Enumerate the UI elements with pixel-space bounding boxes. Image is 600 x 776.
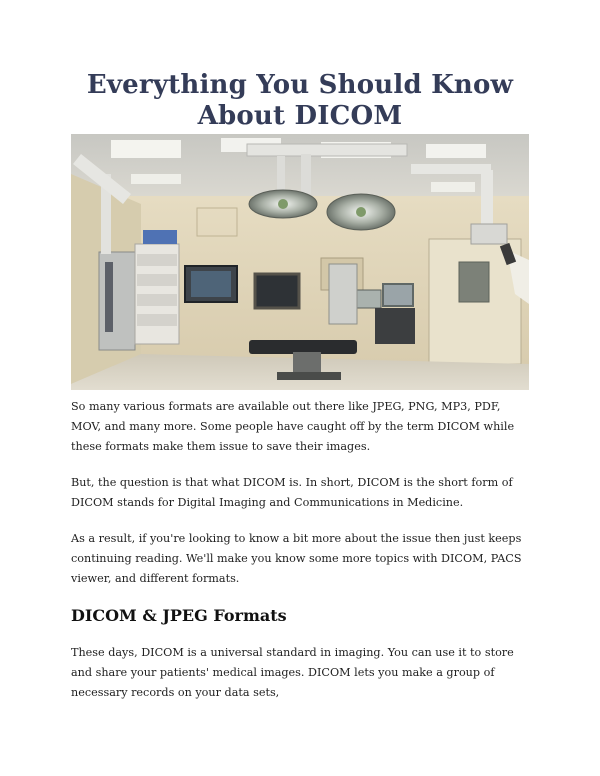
operating-room-photo: [71, 134, 529, 390]
title-line-1: Everything You Should Know: [86, 70, 514, 100]
page-title: [40, 70, 560, 132]
section-heading: DICOM & JPEG Formats: [71, 606, 287, 625]
continue-reading-paragraph: As a result, if you're looking to know a bit more about the issue then just keeps continuing reading. We'll make you know some more topics with DICOM, PACS viewer, and different formats.: [71, 532, 522, 585]
definition-paragraph: But, the question is that what DICOM is. In short, DICOM is the short form of DICOM stands for Digital Imaging and Communications in Medicine.: [71, 476, 513, 509]
section-paragraph: These days, DICOM is a universal standard in imaging. You can use it to store and share your patients' medical images. DICOM lets you make a group of necessary records on your data sets,: [71, 646, 514, 699]
title-line-2: About DICOM: [197, 101, 403, 131]
intro-paragraph: So many various formats are available out there like JPEG, PNG, MP3, PDF, MOV, and many more. Some people have caught off by the term DICOM while these formats make them issue to save their images.: [71, 400, 515, 453]
